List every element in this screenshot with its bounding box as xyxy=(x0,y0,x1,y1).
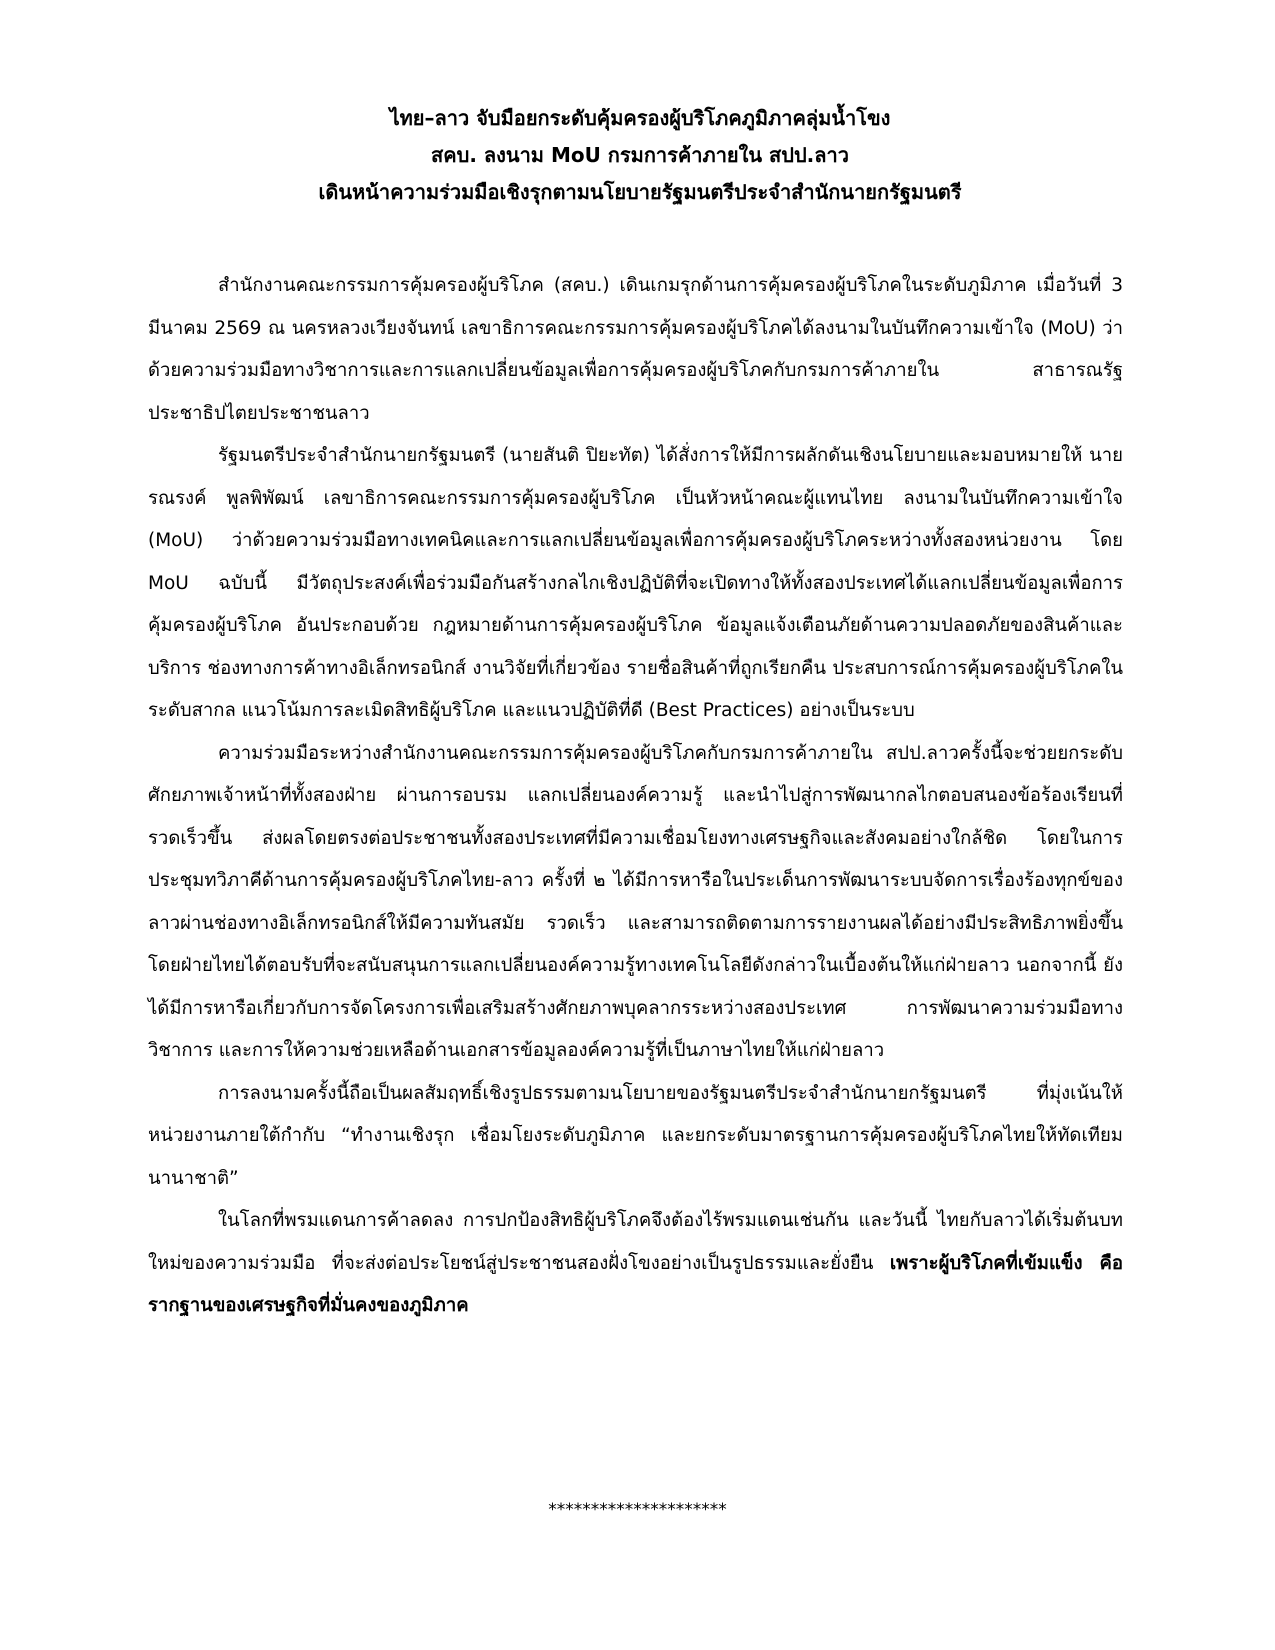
headline-line-3: เดินหน้าความร่วมมือเชิงรุกตามนโยบายรัฐมนตรีประจำสำนักนายกรัฐมนตรี xyxy=(318,180,962,204)
paragraph-5-text: ในโลกที่พรมแดนการค้าลดลง การปกป้องสิทธิผู้บริโภคจึงต้องไร้พรมแดนเช่นกัน และวันนี้ ไทยกับลาวได้เริ่มต้นบทใหม่ของความร่วมมือ ที่จะส่งต่อประโยชน์สู่ประชาชนสองฝั่งโขงอย่างเป็นรูปธรรมและยั่งยืน xyxy=(148,1210,1123,1274)
headline xyxy=(140,100,1140,211)
paragraph-2: รัฐมนตรีประจำสำนักนายกรัฐมนตรี (นายสันติ ปิยะทัต) ได้สั่งการให้มีการผลักดันเชิงนโยบายและมอบหมายให้ นายรณรงค์ พูลพิพัฒน์ เลขาธิการคณะกรรมการคุ้มครองผู้บริโภค เป็นหัวหน้าคณะผู้แทนไทย ลงนามในบันทึกความเข้าใจ (MoU) ว่าด้วยความร่วมมือทางเทคนิคและการแลกเปลี่ยนข้อมูลเพื่อการคุ้มครองผู้บริโภคระหว่างทั้งสองหน่วยงาน โดย MoU ฉบับนี้ มีวัตถุประสงค์เพื่อร่วมมือกันสร้างกลไกเชิงปฏิบัติที่จะเปิดทางให้ทั้งสองประเทศได้แลกเปลี่ยนข้อมูลเพื่อการคุ้มครองผู้บริโภค อันประกอบด้วย กฎหมายด้านการคุ้มครองผู้บริโภค ข้อมูลแจ้งเตือนภัยด้านความปลอดภัยของสินค้าและบริการ ช่องทางการค้าทางอิเล็กทรอนิกส์ งานวิจัยที่เกี่ยวข้อง รายชื่อสินค้าที่ถูกเรียกคืน ประสบการณ์การคุ้มครองผู้บริโภคในระดับสากล แนวโน้มการละเมิดสิทธิผู้บริโภค และแนวปฏิบัติที่ดี (Best Practices) อย่างเป็นระบบ xyxy=(148,445,1123,721)
headline-line-2: สคบ. ลงนาม MoU กรมการค้าภายใน สปป.ลาว xyxy=(431,143,849,167)
paragraph-5 xyxy=(148,1200,1123,1328)
end-separator: ********************* xyxy=(548,1500,727,1520)
article-body xyxy=(148,265,1123,1328)
headline-line-1: ไทย–ลาว จับมือยกระดับคุ้มครองผู้บริโภคภูมิภาคลุ่มน้ำโขง xyxy=(389,106,891,130)
closing-statement: เพราะผู้บริโภคที่เข้มแข็ง คือรากฐานของเศรษฐกิจที่มั่นคงของภูมิภาค xyxy=(148,1252,1123,1316)
paragraph-1: สำนักงานคณะกรรมการคุ้มครองผู้บริโภค (สคบ.) เดินเกมรุกด้านการคุ้มครองผู้บริโภคในระดับภูมิภาค เมื่อวันที่ 3 มีนาคม 2569 ณ นครหลวงเวียงจันทน์ เลขาธิการคณะกรรมการคุ้มครองผู้บริโภคได้ลงนามในบันทึกความเข้าใจ (MoU) ว่าด้วยความร่วมมือทางวิชาการและการแลกเปลี่ยนข้อมูลเพื่อการคุ้มครองผู้บริโภคกับกรมการค้าภายใน สาธารณรัฐประชาธิปไตยประชาชนลาว xyxy=(148,275,1123,424)
paragraph-3: ความร่วมมือระหว่างสำนักงานคณะกรรมการคุ้มครองผู้บริโภคกับกรมการค้าภายใน สปป.ลาวครั้งนี้จะช่วยยกระดับศักยภาพเจ้าหน้าที่ทั้งสองฝ่าย ผ่านการอบรม แลกเปลี่ยนองค์ความรู้ และนำไปสู่การพัฒนากลไกตอบสนองข้อร้องเรียนที่รวดเร็วขึ้น ส่งผลโดยตรงต่อประชาชนทั้งสองประเทศที่มีความเชื่อมโยงทางเศรษฐกิจและสังคมอย่างใกล้ชิด โดยในการประชุมทวิภาคีด้านการคุ้มครองผู้บริโภคไทย-ลาว ครั้งที่ ๒ ได้มีการหารือในประเด็นการพัฒนาระบบจัดการเรื่องร้องทุกข์ของลาวผ่านช่องทางอิเล็กทรอนิกส์ให้มีความทันสมัย รวดเร็ว และสามารถติดตามการรายงานผลได้อย่างมีประสิทธิภาพยิ่งขึ้น โดยฝ่ายไทยได้ตอบรับที่จะสนับสนุนการแลกเปลี่ยนองค์ความรู้ทางเทคโนโลยีดังกล่าวในเบื้องต้นให้แก่ฝ่ายลาว นอกจากนี้ ยังได้มีการหารือเกี่ยวกับการจัดโครงการเพื่อเสริมสร้างศักยภาพบุคลากรระหว่างสองประเทศ การพัฒนาความร่วมมือทางวิชาการ และการให้ความช่วยเหลือด้านเอกสารข้อมูลองค์ความรู้ที่เป็นภาษาไทยให้แก่ฝ่ายลาว xyxy=(148,742,1123,1061)
paragraph-4: การลงนามครั้งนี้ถือเป็นผลสัมฤทธิ์เชิงรูปธรรมตามนโยบายของรัฐมนตรีประจำสำนักนายกรัฐมนตรี ที่มุ่งเน้นให้หน่วยงานภายใต้กำกับ “ทำงานเชิงรุก เชื่อมโยงระดับภูมิภาค และยกระดับมาตรฐานการคุ้มครองผู้บริโภคไทยให้ทัดเทียมนานาชาติ” xyxy=(148,1082,1123,1189)
